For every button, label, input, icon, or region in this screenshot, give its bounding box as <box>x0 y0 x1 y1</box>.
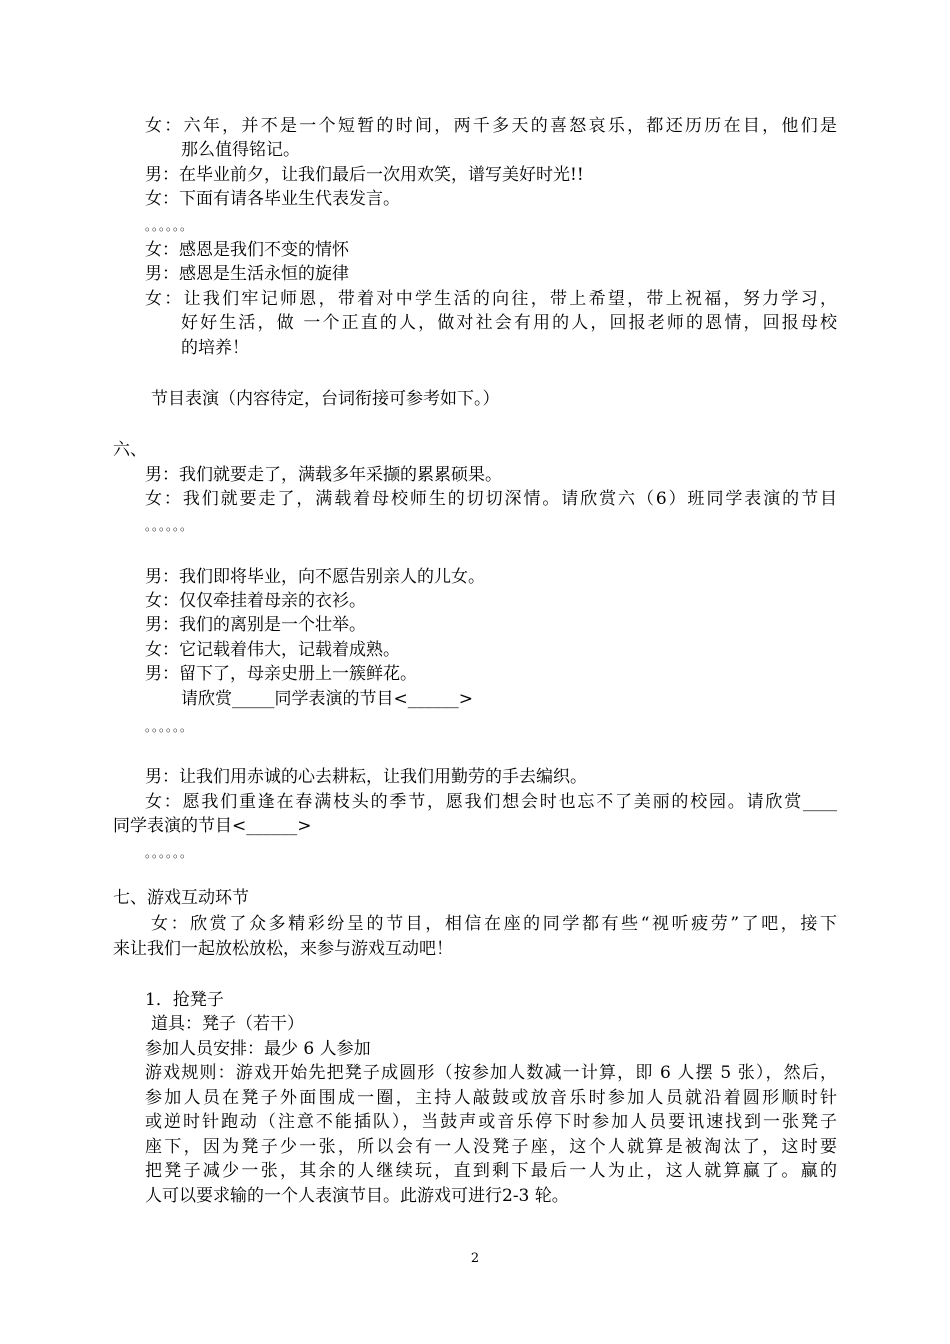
game-rules-line: 或逆时针跑动（注意不能插队），当鼓声或音乐停下时参加人员要讯速找到一张凳子 <box>145 1112 837 1132</box>
ellipsis-line: 。。。。。。 <box>145 846 194 860</box>
dialogue-line: 男：感恩是生活永恒的旋律 <box>145 264 349 284</box>
section-heading: 七、游戏互动环节 <box>113 888 249 908</box>
dialogue-line: 同学表演的节目<______> <box>113 816 312 836</box>
dialogue-line: 女：让我们牢记师恩，带着对中学生活的向往，带上希望，带上祝福，努力学习， <box>145 289 837 309</box>
paragraph-line: 节目表演（内容待定，台词衔接可参考如下。） <box>151 389 500 409</box>
dialogue-line: 女：它记载着伟大，记载着成熟。 <box>145 640 400 660</box>
ellipsis-line: 。。。。。。 <box>145 519 194 533</box>
game-rules-line: 把凳子减少一张，其余的人继续玩，直到剩下最后一人为止，这人就算赢了。赢的 <box>145 1161 837 1181</box>
game-rules-line: 参加人员在凳子外面围成一圈，主持人敲鼓或放音乐时参加人员就沿着圆形顺时针 <box>145 1088 837 1108</box>
dialogue-line: 男：留下了，母亲史册上一簇鲜花。 <box>145 664 417 684</box>
section-heading: 六、 <box>113 440 147 460</box>
game-rules-line: 游戏规则：游戏开始先把凳子成圆形（按参加人数减一计算，即 6 人摆 5 张），然后， <box>145 1063 837 1083</box>
ellipsis-line: 。。。。。。 <box>145 219 194 233</box>
dialogue-line: 男：让我们用赤诚的心去耕耘，让我们用勤劳的手去编织。 <box>145 767 587 787</box>
game-participants: 参加人员安排：最少 6 人参加 <box>145 1039 371 1059</box>
paragraph-line: 女：欣赏了众多精彩纷呈的节目，相信在座的同学都有些“视听疲劳”了吧，接下 <box>151 914 837 934</box>
dialogue-line: 好好生活，做 一个正直的人，做对社会有用的人，回报老师的恩情，回报母校 <box>181 313 837 333</box>
dialogue-line: 女：感恩是我们不变的情怀 <box>145 240 349 260</box>
game-rules-line: 座下，因为凳子少一张，所以会有一人没凳子座，这个人就算是被淘汰了，这时要 <box>145 1137 837 1157</box>
dialogue-line: 女：仅仅牵挂着母亲的衣衫。 <box>145 591 366 611</box>
game-title: 1．抢凳子 <box>145 990 224 1010</box>
dialogue-line: 女：愿我们重逢在春满枝头的季节，愿我们想会时也忘不了美丽的校园。请欣赏____ <box>145 792 837 812</box>
dialogue-line: 女：六年，并不是一个短暂的时间，两千多天的喜怒哀乐，都还历历在目，他们是 <box>145 116 837 136</box>
dialogue-line: 女：我们就要走了，满载着母校师生的切切深情。请欣赏六（6）班同学表演的节目 <box>145 489 837 509</box>
dialogue-line: 请欣赏_____同学表演的节目<______> <box>181 689 473 709</box>
dialogue-line: 男：我们的离别是一个壮举。 <box>145 615 366 635</box>
dialogue-line: 男：我们就要走了，满载多年采撷的累累硕果。 <box>145 465 502 485</box>
paragraph-line: 来让我们一起放松放松，来参与游戏互动吧！ <box>113 939 453 959</box>
page-number: 2 <box>470 1251 480 1266</box>
ellipsis-line: 。。。。。。 <box>145 720 194 734</box>
dialogue-line: 的培养！ <box>181 338 249 358</box>
dialogue-line: 那么值得铭记。 <box>181 140 300 160</box>
dialogue-line: 男：我们即将毕业，向不愿告别亲人的儿女。 <box>145 567 485 587</box>
game-props: 道具：凳子（若干） <box>151 1014 304 1034</box>
dialogue-line: 女：下面有请各毕业生代表发言。 <box>145 189 400 209</box>
game-rules-line: 人可以要求输的一个人表演节目。此游戏可进行2-3 轮。 <box>145 1186 569 1206</box>
dialogue-line: 男：在毕业前夕，让我们最后一次用欢笑，谱写美好时光!! <box>145 165 584 185</box>
